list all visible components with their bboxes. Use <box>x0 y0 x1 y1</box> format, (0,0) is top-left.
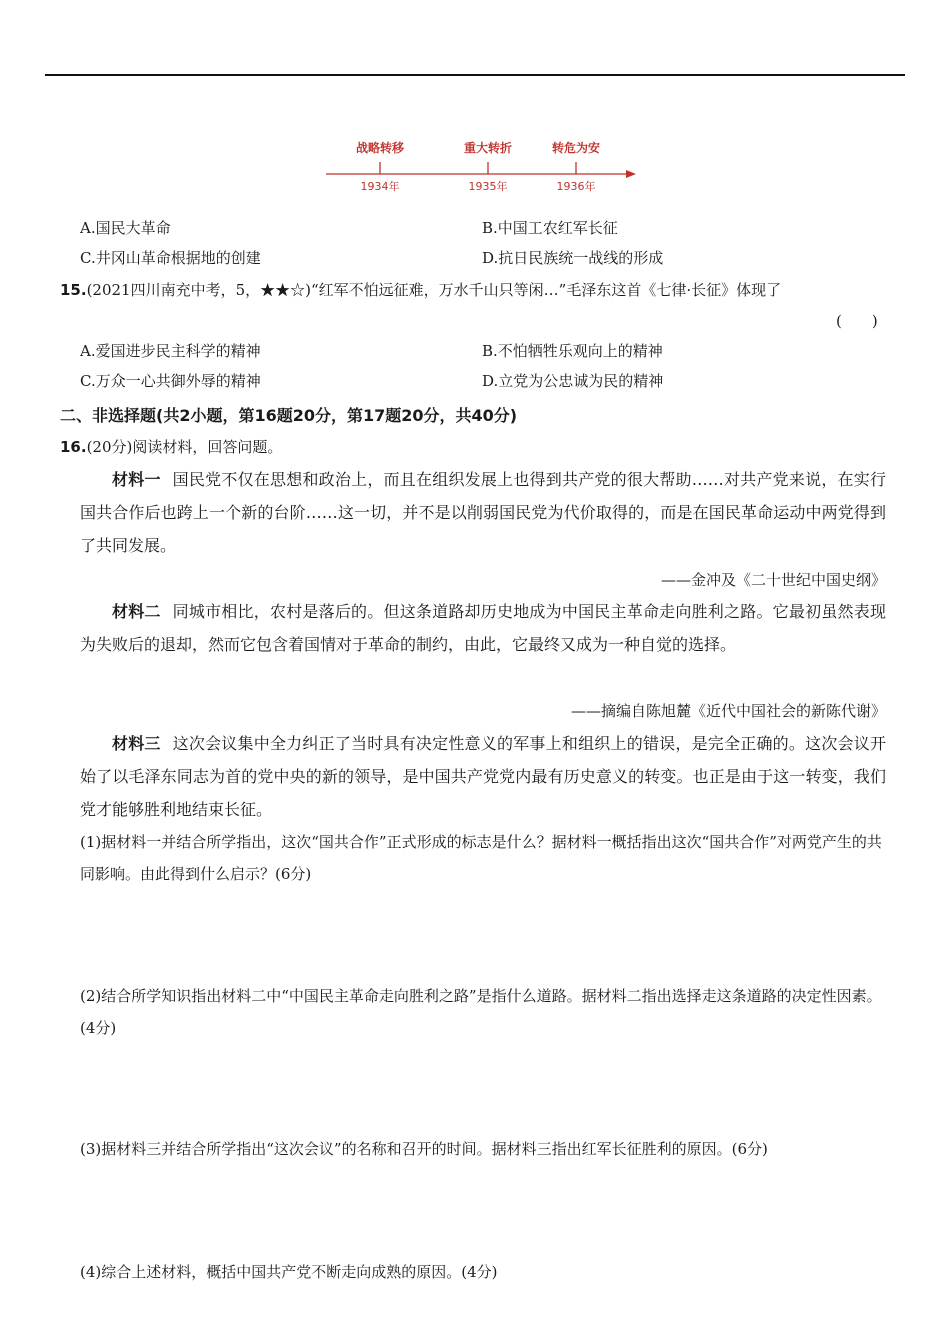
timeline-figure <box>320 134 650 198</box>
material-2-source: ——摘编自陈旭麓《近代中国社会的新陈代谢》 <box>570 702 886 720</box>
q14-option-d: D.抗日民族统一战线的形成 <box>482 249 664 267</box>
q15-option-a: A.爱国进步民主科学的精神 <box>80 342 261 360</box>
q16-number: 16. <box>60 438 87 456</box>
q14-option-c: C.井冈山革命根据地的创建 <box>80 249 261 267</box>
timeline-label-3: 转危为安 <box>551 141 601 155</box>
section-heading: 二、非选择题(共2小题，第16题20分，第17题20分，共40分) <box>60 406 518 425</box>
material-3-label: 材料三 <box>112 734 161 753</box>
material-1 <box>80 463 886 562</box>
q14-option-b: B.中国工农红军长征 <box>482 219 618 237</box>
q15-option-b: B.不怕牺牲乐观向上的精神 <box>482 342 663 360</box>
q14-option-a: A.国民大革命 <box>80 219 171 237</box>
material-3 <box>80 727 886 826</box>
material-1-label: 材料一 <box>112 470 161 489</box>
material-1-source: ——金冲及《二十世纪中国史纲》 <box>660 571 886 589</box>
timeline-year-1: 1934年 <box>360 180 400 193</box>
sub-question-1: (1)据材料一并结合所学指出，这次“国共合作”正式形成的标志是什么？据材料一概括指出这次“国共合作”对两党产生的共同影响。由此得到什么启示？(6分) <box>80 833 882 883</box>
sub-question-3: (3)据材料三并结合所学指出“这次会议”的名称和召开的时间。据材料三指出红军长征胜利的原因。(6分) <box>80 1140 768 1158</box>
sub-question-4: (4)综合上述材料，概括中国共产党不断走向成熟的原因。(4分) <box>80 1263 498 1281</box>
q15-number: 15. <box>60 281 87 299</box>
timeline-arrow-icon <box>626 170 636 178</box>
q15-stem-line <box>60 279 781 300</box>
top-rule <box>45 74 905 76</box>
timeline-label-1: 战略转移 <box>355 141 405 155</box>
material-2-label: 材料二 <box>112 602 161 621</box>
q15-answer-bracket: ( ) <box>836 312 878 330</box>
q15-option-d: D.立党为公忠诚为民的精神 <box>482 372 664 390</box>
q15-option-c: C.万众一心共御外辱的精神 <box>80 372 261 390</box>
q16-stem-line <box>60 436 282 457</box>
material-2 <box>80 595 886 661</box>
material-3-text: 这次会议集中全力纠正了当时具有决定性意义的军事上和组织上的错误，是完全正确的。这次会议开始了以毛泽东同志为首的党中央的新的领导，是中国共产党党内最有历史意义的转变。也正是由于这一转变，我们党才能够胜利地结束长征。 <box>80 734 886 819</box>
sub-question-2: (2)结合所学知识指出材料二中“中国民主革命走向胜利之路”是指什么道路。据材料二指出选择走这条道路的决定性因素。(4分) <box>80 987 882 1037</box>
timeline-year-2: 1935年 <box>468 180 508 193</box>
material-2-text: 同城市相比，农村是落后的。但这条道路却历史地成为中国民主革命走向胜利之路。它最初虽然表现为失败后的退却，然而它包含着国情对于革命的制约，由此，它最终又成为一种自觉的选择。 <box>80 602 886 654</box>
q15-stem: (2021四川南充中考，5，★★☆)“红军不怕远征难，万水千山只等闲…”毛泽东这首《七律·长征》体现了 <box>86 281 782 299</box>
material-1-text: 国民党不仅在思想和政治上，而且在组织发展上也得到共产党的很大帮助……对共产党来说，在实行国共合作后也跨上一个新的台阶……这一切，并不是以削弱国民党为代价取得的，而是在国民革命运动中两党得到了共同发展。 <box>80 470 886 555</box>
q16-stem: (20分)阅读材料，回答问题。 <box>86 438 283 456</box>
timeline-label-2: 重大转折 <box>463 141 513 155</box>
timeline-year-3: 1936年 <box>556 180 596 193</box>
